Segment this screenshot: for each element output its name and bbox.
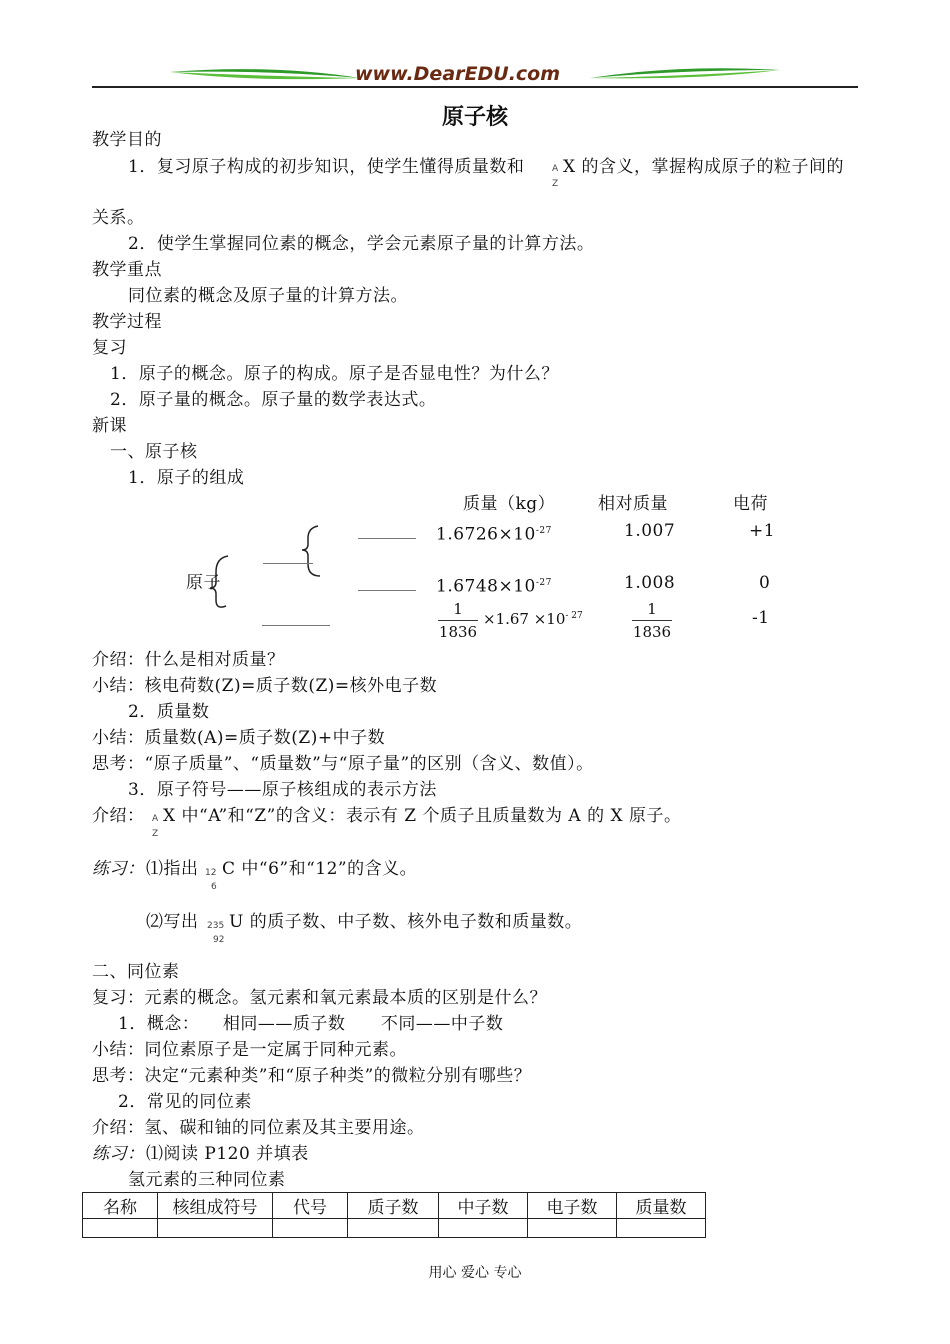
neutron-relative: 1.008: [624, 573, 676, 593]
intro-label: 介绍：: [92, 806, 145, 826]
key-points: 同位素的概念及原子量的计算方法。: [128, 286, 408, 306]
proton-charge: +1: [749, 521, 776, 541]
exercise-label-1: 练习：: [92, 859, 145, 879]
neutron-mass: [436, 573, 552, 597]
electron-mass-tail-value: ×1.67 ×10: [483, 610, 566, 628]
uranium-atomic-number: 92: [213, 935, 225, 945]
table-cell[interactable]: [83, 1219, 158, 1238]
subsection-symbol: 3．原子符号——原子核组成的表示方法: [128, 780, 437, 800]
section-nucleus: 一、原子核: [110, 442, 198, 462]
uranium-mass-number: 235: [207, 921, 225, 931]
ax-atomic-number: Z: [552, 179, 559, 189]
page-footer: 用心 爱心 专心: [428, 1265, 522, 1281]
isotope-concept: 1．概念： 相同——质子数 不同——中子数: [118, 1014, 504, 1034]
neutron-mass-exp: -27: [535, 578, 552, 588]
fraction-denominator: 1836: [438, 623, 478, 641]
outer-brace: [210, 556, 228, 607]
col-header-charge: 电荷: [733, 494, 768, 514]
header-name: 名称: [83, 1193, 158, 1219]
header-neutrons: 中子数: [439, 1193, 528, 1219]
intro-relative-mass: 介绍：什么是相对质量？: [92, 650, 285, 670]
exercise-1-text: C 中“6”和“12”的含义。: [222, 859, 418, 879]
page-title: 原子核: [441, 105, 508, 130]
heading-new-lesson: 新课: [92, 416, 127, 436]
brackets: [208, 522, 328, 612]
carbon-atomic-number: 6: [211, 882, 217, 892]
summary-isotopes: 小结：同位素原子是一定属于同种元素。: [92, 1040, 407, 1060]
table-cell[interactable]: [158, 1219, 273, 1238]
exercise-read: ⑴阅读 P120 并填表: [146, 1144, 309, 1164]
blank-proton: [358, 538, 416, 539]
rel-numerator: 1: [647, 600, 657, 618]
subsection-composition: 1．原子的组成: [128, 468, 245, 488]
rel-denominator: 1836: [632, 623, 672, 641]
section-isotopes: 二、同位素: [92, 962, 180, 982]
proton-mass-exp: -27: [535, 526, 552, 536]
table-cell[interactable]: [617, 1219, 706, 1238]
proton-relative: 1.007: [624, 521, 676, 541]
table-cell[interactable]: [439, 1219, 528, 1238]
blank-nucleus: [263, 563, 313, 564]
review-element: 复习：元素的概念。氢元素和氧元素最本质的区别是什么？: [92, 988, 547, 1008]
blank-electron: [262, 625, 330, 626]
exercise-1-prefix: ⑴指出: [146, 859, 199, 879]
table-cell[interactable]: [273, 1219, 348, 1238]
objective-1-end: 关系。: [92, 208, 145, 228]
exercise-label-2: 练习：: [92, 1144, 145, 1164]
header-rule: [92, 86, 858, 88]
blank-neutron: [358, 590, 416, 591]
think-difference: 思考：“原子质量”、“质量数”与“原子量”的区别（含义、数值）。: [92, 754, 594, 774]
intro-ax-a: A: [152, 814, 159, 824]
electron-charge: -1: [752, 608, 770, 628]
proton-mass: [436, 521, 552, 545]
table-cell[interactable]: [528, 1219, 617, 1238]
carbon-mass-number: 12: [205, 868, 217, 878]
heading-objectives: 教学目的: [92, 130, 162, 150]
exercise-2-prefix: ⑵写出: [146, 912, 199, 932]
header-code: 代号: [273, 1193, 348, 1219]
header-symbol: 核组成符号: [158, 1193, 273, 1219]
header-electrons: 电子数: [528, 1193, 617, 1219]
heading-key-points: 教学重点: [92, 260, 162, 280]
subsection-mass-number: 2．质量数: [128, 702, 210, 722]
table-cell[interactable]: [348, 1219, 439, 1238]
electron-mass-fraction: [438, 600, 478, 641]
proton-mass-value: 1.6726×10: [436, 524, 536, 545]
summary-charge: 小结：核电荷数(Z)=质子数(Z)=核外电子数: [92, 676, 438, 696]
fraction-numerator: 1: [453, 600, 463, 618]
objective-2: 2．使学生掌握同位素的概念，学会元素原子量的计算方法。: [128, 234, 595, 254]
header-mass-number: 质量数: [617, 1193, 706, 1219]
hydrogen-isotope-table: [82, 1192, 706, 1238]
think-particles: 思考：决定“元素种类”和“原子种类”的微粒分别有哪些？: [92, 1066, 532, 1086]
table-caption: 氢元素的三种同位素: [128, 1170, 286, 1190]
header-protons: 质子数: [348, 1193, 439, 1219]
objective-1-cont: X 的含义，掌握构成原子的粒子间的: [563, 157, 845, 177]
intro-ax-z: Z: [152, 829, 159, 839]
col-header-mass: 质量（kg）: [463, 494, 556, 514]
atom-label: 原子: [186, 573, 221, 593]
electron-mass-tail: [483, 610, 583, 628]
heading-review: 复习: [92, 338, 127, 358]
table-header-row: [83, 1193, 706, 1219]
intro-ax-meaning: X 中“A”和“Z”的含义：表示有 Z 个质子且质量数为 A 的 X 原子。: [163, 806, 682, 826]
electron-mass-exp: - 27: [565, 611, 583, 621]
review-2: 2．原子量的概念。原子量的数学表达式。: [110, 390, 437, 410]
objective-1: 1．复习原子构成的初步知识，使学生懂得质量数和: [128, 157, 525, 177]
heading-process: 教学过程: [92, 312, 162, 332]
subsection-common-isotopes: 2．常见的同位素: [118, 1092, 252, 1112]
col-header-relative: 相对质量: [598, 494, 668, 514]
electron-relative-fraction: [632, 600, 672, 641]
neutron-mass-value: 1.6748×10: [436, 576, 536, 597]
table-row: [83, 1219, 706, 1238]
ax-mass-number: A: [552, 164, 559, 174]
exercise-2-text: U 的质子数、中子数、核外电子数和质量数。: [229, 912, 583, 932]
site-logo: www.DearEDU.com: [355, 63, 561, 85]
intro-isotope-uses: 介绍：氢、碳和铀的同位素及其主要用途。: [92, 1118, 425, 1138]
inner-brace: [302, 526, 320, 576]
review-1: 1．原子的概念。原子的构成。原子是否显电性？为什么？: [110, 364, 559, 384]
neutron-charge: 0: [759, 573, 771, 593]
summary-mass-number: 小结：质量数(A)=质子数(Z)+中子数: [92, 728, 386, 748]
